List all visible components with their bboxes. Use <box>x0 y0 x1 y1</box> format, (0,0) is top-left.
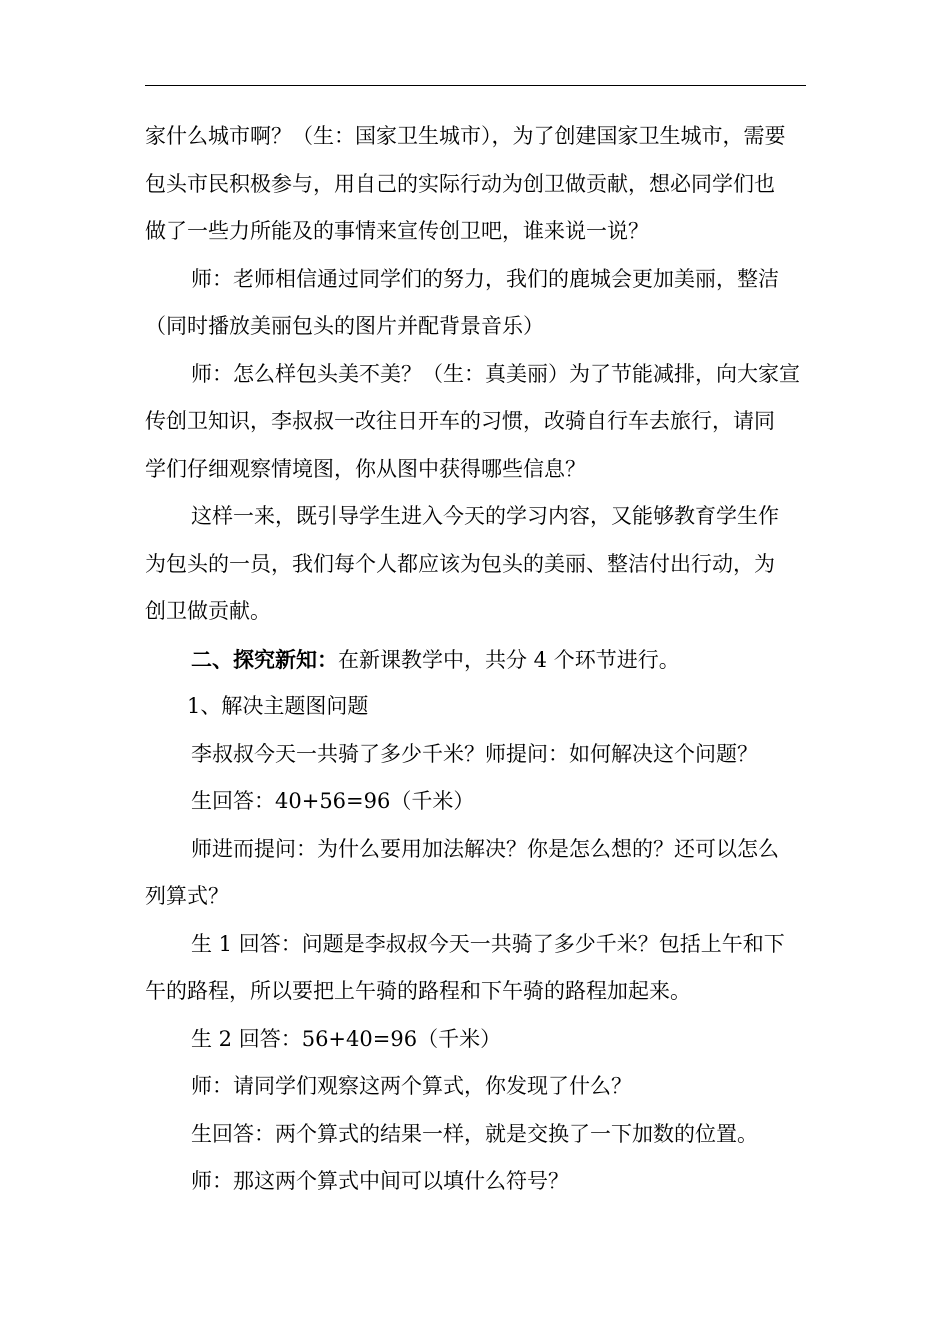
text-line: 为包头的一员，我们每个人都应该为包头的美丽、整洁付出行动，为 <box>145 551 775 576</box>
document-body <box>145 113 815 1206</box>
text-line: 生 2 回答：56+40=96（千米） <box>191 1026 502 1051</box>
text-line: 生回答：40+56=96（千米） <box>191 789 475 813</box>
text-line: 师：那这两个算式中间可以填什么符号？ <box>191 1169 569 1193</box>
text-line: 生 1 回答：问题是李叔叔今天一共骑了多少千米？包括上午和下 <box>191 931 785 956</box>
section-text: 在新课教学中，共分 4 个环节进行。 <box>338 647 680 672</box>
text-line: 李叔叔今天一共骑了多少千米？师提问：如何解决这个问题？ <box>191 741 758 766</box>
text-line: 这样一来，既引导学生进入今天的学习内容，又能够教育学生作 <box>191 504 779 528</box>
text-line: 师：怎么样包头美不美？（生：真美丽）为了节能减排，向大家宣 <box>191 361 800 386</box>
section-heading: 二、探究新知： <box>191 646 338 672</box>
section-line <box>145 636 815 684</box>
text-line: 做了一些力所能及的事情来宣传创卫吧，谁来说一说？ <box>145 219 649 243</box>
text-line: （同时播放美丽包头的图片并配背景音乐） <box>145 314 544 338</box>
text-line: 师：老师相信通过同学们的努力，我们的鹿城会更加美丽，整洁 <box>191 266 779 291</box>
header-rule <box>145 85 806 86</box>
text-line: 师进而提问：为什么要用加法解决？你是怎么想的？还可以怎么 <box>191 836 779 861</box>
text-line: 传创卫知识，李叔叔一改往日开车的习惯，改骑自行车去旅行，请同 <box>145 409 775 433</box>
text-line: 生回答：两个算式的结果一样，就是交换了一下加数的位置。 <box>191 1121 758 1146</box>
text-line: 午的路程，所以要把上午骑的路程和下午骑的路程加起来。 <box>145 979 691 1003</box>
text-line: 家什么城市啊？（生：国家卫生城市），为了创建国家卫生城市，需要 <box>145 124 786 148</box>
text-line: 创卫做贡献。 <box>145 599 271 623</box>
text-line: 学们仔细观察情境图，你从图中获得哪些信息？ <box>145 456 586 481</box>
list-item-heading: 1、解决主题图问题 <box>187 694 369 718</box>
text-line: 包头市民积极参与，用自己的实际行动为创卫做贡献，想必同学们也 <box>145 171 775 196</box>
text-line: 列算式？ <box>145 884 229 908</box>
text-line: 师：请同学们观察这两个算式，你发现了什么？ <box>191 1074 632 1098</box>
